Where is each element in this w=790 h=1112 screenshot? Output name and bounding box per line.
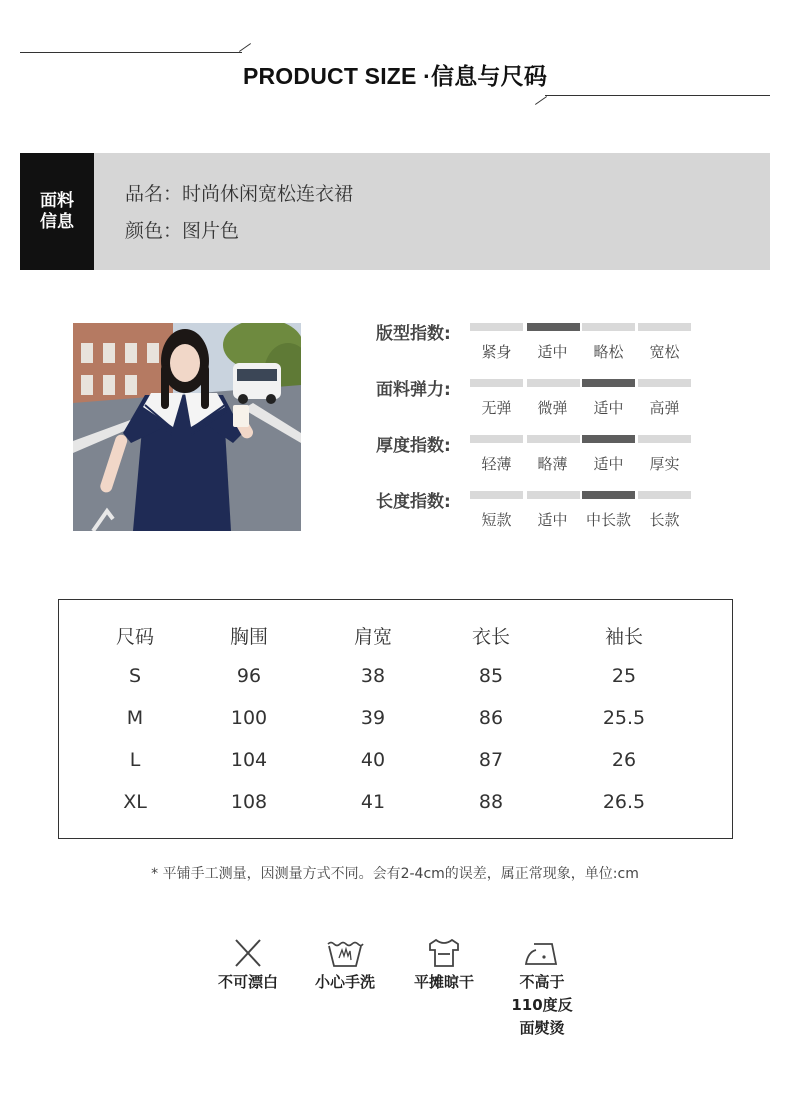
index-bar-elasticity-2 bbox=[582, 379, 635, 387]
table-row-xl-bust: 108 bbox=[230, 791, 268, 813]
index-label-thickness: 厚度指数: bbox=[376, 436, 451, 456]
size-table bbox=[58, 599, 733, 839]
product-photo bbox=[73, 323, 301, 531]
table-row-l-bust: 104 bbox=[230, 749, 268, 771]
table-row-xl-size: XL bbox=[123, 791, 147, 813]
fabric-info-tag-line1: 面料 bbox=[40, 190, 74, 211]
table-row-m-size: M bbox=[126, 707, 144, 729]
care-label-flat-dry: 平摊晾干 bbox=[413, 973, 474, 991]
index-bar-thickness-0 bbox=[470, 435, 523, 443]
hand-wash-icon bbox=[325, 936, 365, 970]
fabric-info-tag-line2: 信息 bbox=[40, 211, 74, 232]
fabric-info-tag bbox=[20, 153, 94, 270]
care-label-iron-line3: 面熨烫 bbox=[519, 1019, 565, 1037]
index-option-length-2: 中长款 bbox=[585, 511, 631, 529]
table-row-s-size: S bbox=[128, 665, 142, 687]
index-label-elasticity: 面料弹力: bbox=[376, 380, 451, 400]
size-table-header-bust: 胸围 bbox=[229, 626, 268, 648]
table-row-l-shoulder: 40 bbox=[360, 749, 386, 771]
product-photo-illustration bbox=[73, 323, 301, 531]
care-label-no-bleach: 不可漂白 bbox=[217, 973, 278, 991]
index-bar-fit-3 bbox=[638, 323, 691, 331]
page-title: PRODUCT SIZE ·信息与尺码 bbox=[242, 63, 548, 89]
table-row-l-sleeve: 26 bbox=[611, 749, 637, 771]
table-row-m-length: 86 bbox=[478, 707, 504, 729]
size-table-header-length: 衣长 bbox=[471, 626, 510, 648]
index-option-length-3: 长款 bbox=[649, 511, 680, 529]
index-option-fit-2: 略松 bbox=[593, 343, 624, 361]
flat-dry-icon bbox=[424, 936, 464, 970]
size-table-header-size: 尺码 bbox=[115, 626, 154, 648]
no-bleach-icon bbox=[228, 936, 268, 970]
index-option-elasticity-3: 高弹 bbox=[649, 399, 680, 417]
index-bar-fit-2 bbox=[582, 323, 635, 331]
index-option-length-0: 短款 bbox=[481, 511, 512, 529]
index-bar-thickness-2 bbox=[582, 435, 635, 443]
index-bar-fit-0 bbox=[470, 323, 523, 331]
index-option-elasticity-0: 无弹 bbox=[481, 399, 512, 417]
index-option-length-1: 适中 bbox=[537, 511, 568, 529]
product-color: 颜色：图片色 bbox=[125, 220, 240, 242]
care-label-iron-line2: 110度反 bbox=[511, 996, 573, 1014]
index-option-elasticity-1: 微弹 bbox=[537, 399, 568, 417]
index-bar-elasticity-0 bbox=[470, 379, 523, 387]
index-option-thickness-1: 略薄 bbox=[537, 455, 568, 473]
index-bar-elasticity-3 bbox=[638, 379, 691, 387]
table-row-l-size: L bbox=[129, 749, 141, 771]
size-table-header-sleeve: 袖长 bbox=[604, 626, 643, 648]
index-bar-fit-1 bbox=[527, 323, 580, 331]
table-row-xl-sleeve: 26.5 bbox=[602, 791, 646, 813]
care-label-iron-line1: 不高于 bbox=[519, 973, 565, 991]
table-row-xl-length: 88 bbox=[478, 791, 504, 813]
header-rule-left-slant bbox=[239, 43, 251, 52]
table-row-s-length: 85 bbox=[478, 665, 504, 687]
index-option-thickness-3: 厚实 bbox=[649, 455, 680, 473]
index-bar-length-2 bbox=[582, 491, 635, 499]
header-rule-right bbox=[545, 95, 770, 96]
index-option-fit-3: 宽松 bbox=[649, 343, 680, 361]
index-bar-elasticity-1 bbox=[527, 379, 580, 387]
table-row-m-shoulder: 39 bbox=[360, 707, 386, 729]
index-bar-thickness-3 bbox=[638, 435, 691, 443]
index-option-fit-1: 适中 bbox=[537, 343, 568, 361]
header-rule-left bbox=[20, 52, 242, 53]
index-option-thickness-0: 轻薄 bbox=[481, 455, 512, 473]
product-name: 品名：时尚休闲宽松连衣裙 bbox=[125, 183, 354, 205]
index-label-length: 长度指数: bbox=[376, 492, 451, 512]
table-row-m-bust: 100 bbox=[230, 707, 268, 729]
index-bar-length-1 bbox=[527, 491, 580, 499]
table-row-s-bust: 96 bbox=[236, 665, 262, 687]
care-label-hand-wash: 小心手洗 bbox=[314, 973, 375, 991]
index-bar-length-3 bbox=[638, 491, 691, 499]
table-row-xl-shoulder: 41 bbox=[360, 791, 386, 813]
table-row-m-sleeve: 25.5 bbox=[602, 707, 646, 729]
index-option-fit-0: 紧身 bbox=[481, 343, 512, 361]
fabric-info-section bbox=[20, 153, 770, 270]
measurement-note: * 平铺手工测量，因测量方式不同。会有2-4cm的误差，属正常现象，单位:cm bbox=[151, 866, 639, 882]
iron-icon bbox=[522, 936, 562, 970]
index-option-elasticity-2: 适中 bbox=[593, 399, 624, 417]
table-row-s-shoulder: 38 bbox=[360, 665, 386, 687]
index-option-thickness-2: 适中 bbox=[593, 455, 624, 473]
header-rule-right-slant bbox=[535, 96, 547, 105]
index-bar-length-0 bbox=[470, 491, 523, 499]
size-table-header-shoulder: 肩宽 bbox=[353, 626, 392, 648]
table-row-s-sleeve: 25 bbox=[611, 665, 637, 687]
index-bar-thickness-1 bbox=[527, 435, 580, 443]
table-row-l-length: 87 bbox=[478, 749, 504, 771]
index-label-fit: 版型指数: bbox=[376, 324, 451, 344]
